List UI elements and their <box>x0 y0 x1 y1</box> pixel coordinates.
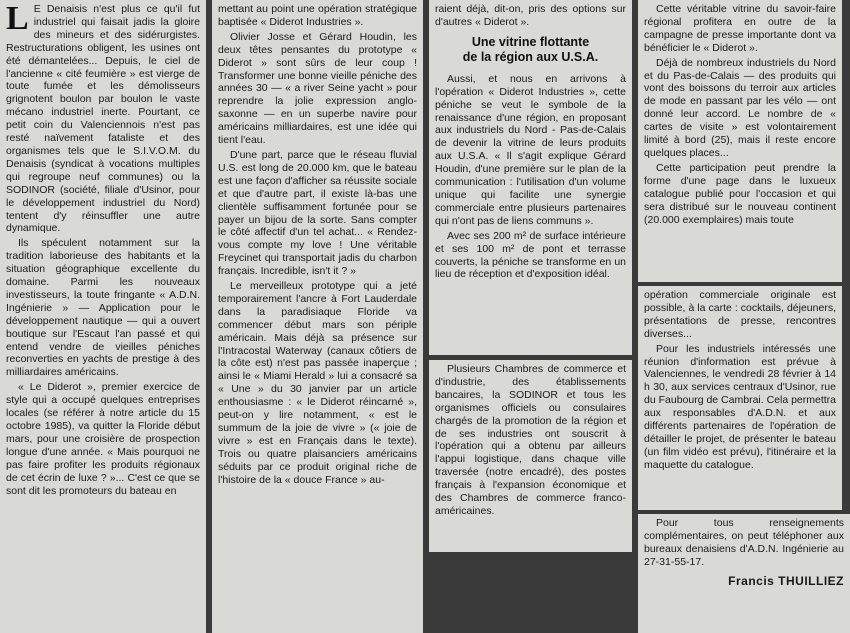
article-column-3 <box>429 0 632 355</box>
paragraph: raient déjà, dit-on, pris des options sur d'autres « Diderot ». <box>435 3 626 28</box>
paragraph: Olivier Josse et Gérard Houdin, les deux têtes pensantes du prototype « Diderot » sont sûrs de leur coup ! Transformer une bonne vieille péniche des années 30 — « a river Seine yacht » pour reprendre la jolie expression anglo-saxonne — en un superbe navire pour américains milliardaires, est une idée qui tient l'eau. <box>218 30 417 147</box>
article-column-4 <box>638 0 842 282</box>
paragraph: Plusieurs Chambres de commerce et d'industrie, des établissements bancaires, la SODINOR et tous les organismes officiels ou consulaires chargés de la promotion de la région et de ses industries ont souscrit à l'opération qui a obtenu par ailleurs l'appui logistique, dans chaque ville traversée (notre encadré), des postes français à l'expansion économique et des Chambres de commerce franco-américaines. <box>435 363 626 517</box>
article-column-2 <box>212 0 423 633</box>
paragraph: « Le Diderot », premier exercice de style qui a occupé quelques entreprises locales (se référer à notre article du 15 octobre 1985), va quitter la Floride début mars, pour une croisière de prospection longue d'une année. « Mais pourquoi ne pas faire profiter les produits régionaux de cet écrin de luxe ? »... C'est ce que se sont dit les promoteurs du bateau en <box>6 381 200 497</box>
paragraph: Déjà de nombreux industriels du Nord et du Pas-de-Calais — des produits qui vont des boissons du terroir aux articles de mode en passant par les vélo — ont donné leur accord. Le nombre de « cartes de visite » est volontairement limité à bord (25), mais il reste encore quelques places... <box>644 56 836 159</box>
paragraph: Avec ses 200 m² de surface intérieure et ses 100 m² de pont et terrasse couverts, la péniche se transforme en un lieu de réception et d'exposition idéal. <box>435 229 626 281</box>
paragraph: Cette véritable vitrine du savoir-faire régional profitera en outre de la campagne de presse importante dont va bénéficier le « Diderot ». <box>644 3 836 54</box>
paragraph: Ils spéculent notamment sur la tradition laborieuse des habitants et la situation géographique excellente du domaine. Parmi les nouveaux investisseurs, la toute fringante « A.D.N. Ingénierie » — Application pour le développement nautique — qui a ouvert boutique sur l'Escaut l'an passé et qui entend vendre de vieilles péniches reconverties en yachts de prestige à des milliardaires américains. <box>6 237 200 379</box>
paragraph: mettant au point une opération stratégique baptisée « Diderot Industries ». <box>218 3 417 28</box>
paragraph: opération commerciale originale est possible, à la carte : cocktails, déjeuners, présentations de presse, rencontres diverses... <box>644 289 836 340</box>
article-column-1 <box>0 0 206 633</box>
heading-line: de la région aux U.S.A. <box>462 49 599 64</box>
paragraph: E Denaisis n'est plus ce qu'il fut industriel qui faisait jadis la gloire des mineurs et des sidérurgistes. Restructurations obligent, les usines ont été démantelées... Depuis, le ciel de l'ancienne « cité feumière » est vierge de toute fumée et les démolisseurs grignotent boulon par boulon le vaste mécano industriel inerte. Pourtant, ce petit coin du Valenciennois n'est pas resté naïvement fataliste et des organismes tels que le S.I.V.O.M. du Denaisis (syndicat à vocations multiples qui regroupe neuf communes) ou la SODINOR (société, filiale d'Usinor, pour le développement industriel du Nord) tentent d'y réinsuffler une autre dynamique. <box>6 3 200 235</box>
article-column-4-bottom <box>638 514 850 633</box>
drop-cap: L <box>6 0 29 37</box>
paragraph: Pour tous renseignements complémentaires, on peut téléphoner aux bureaux denaisiens d'A.D.N. Ingénierie au 27-31-55-17. <box>644 517 844 568</box>
article-column-4-middle <box>638 286 842 510</box>
paragraph: Cette participation peut prendre la forme d'une page dans le luxueux catalogue publié pour l'occasion et qui sera distribué sur le nouveau continent (20.000 exemplaires) mais toute <box>644 161 836 226</box>
paragraph: Pour les industriels intéressés une réunion d'information est prévue à Valenciennes, le vendredi 28 février à 14 h 30, aux services centraux d'Usinor, rue du Faubourg de Cambrai. Cela permettra aux responsables d'A.D.N. et aux différents partenaires de l'opération de détailler le projet, de présenter le bateau (un film vidéo est prévu), l'itinéraire et la maquette du catalogue. <box>644 342 837 471</box>
paragraph: Aussi, et nous en arrivons à l'opération « Diderot Industries », cette péniche se veut le symbole de la renaissance d'une région, en proposant aux industriels du Nord - Pas-de-Calais de devenir la vitrine de leurs produits aux U.S.A. « Il s'agit explique Gérard Houdin, d'une première sur le plan de la communication : l'utilisation d'un volume unique qui facilite une synergie commerciale entre plusieurs partenaires qui n'ont pas de liens communs ». <box>435 72 626 227</box>
paragraph: Le merveilleux prototype qui a jeté temporairement l'ancre à Fort Lauderdale dans la paradisiaque Floride va commencer début mars son périple américain. Mais déjà sa présence sur l'Intracostal Waterway (canaux côtiers de la côte est) n'est pas passée inaperçue ; ainsi le « Miami Herald » lui a consacré sa « Une » du 30 janvier par un article enthousiasme : « le Diderot réincarné », peut-on y lire notamment, « est le summum de la joie de vivre » (« joie de vivre » est en Français dans le texte). Trois ou quatre plaisanciers américains séduits par ce produit original riche de l'histoire de la « douce France » au- <box>218 280 417 486</box>
article-column-3-lower <box>429 360 632 552</box>
paragraph: D'une part, parce que le réseau fluvial U.S. est long de 20.000 km, que le bateau est une façon d'afficher sa réussite sociale et que d'autre part, il existe là-bas une clientèle suffisamment fortunée pour se payer un bijou de la sorte. Sans compter le côté affectif d'un tel achat... « Rendez-vous compte my love ! Une véritable Freycinet qui transportait jadis du charbon français. Incredible, isn't it ? » <box>218 148 417 278</box>
section-heading <box>435 35 626 65</box>
heading-line: Une vitrine flottante <box>471 34 590 49</box>
author-signature: Francis THUILLIEZ <box>728 573 844 588</box>
